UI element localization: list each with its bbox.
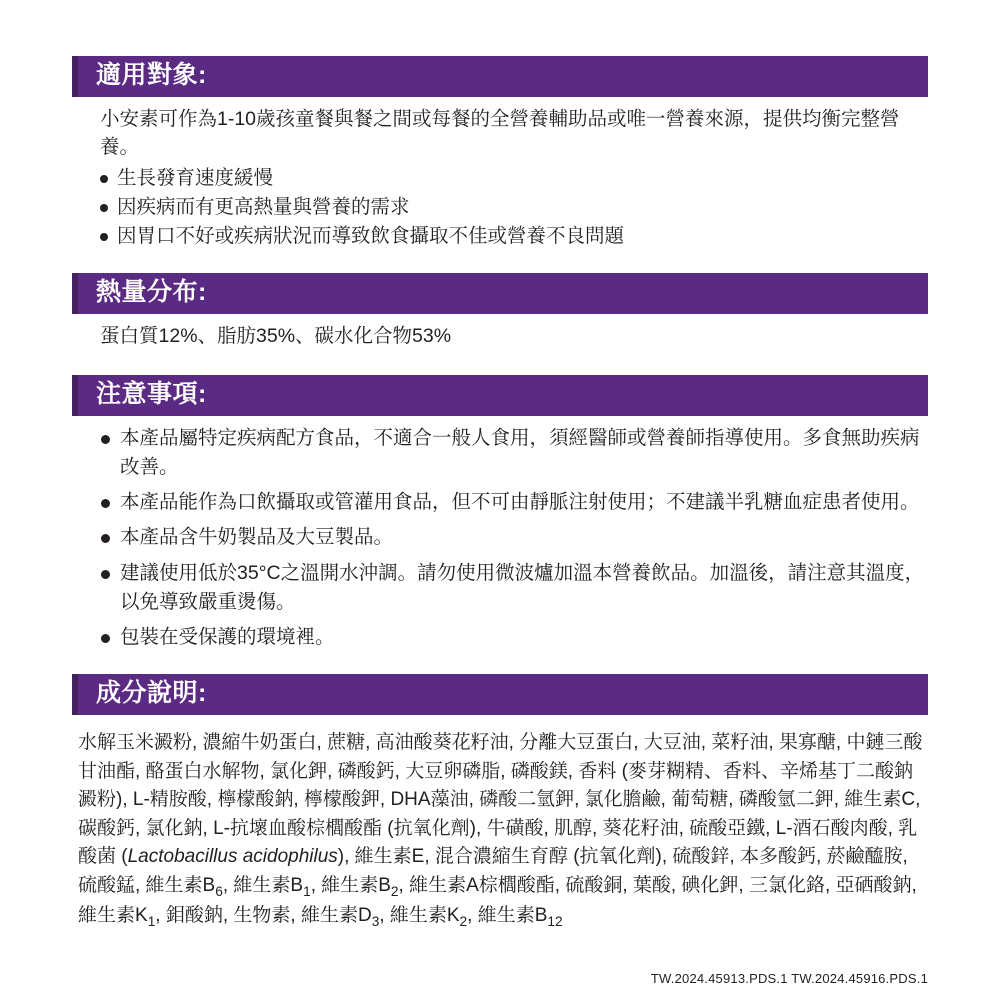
- list-item: 本產品屬特定疾病配方食品，不適合一般人食用，須經醫師或營養師指導使用。多食無助疾病改善。: [100, 424, 928, 483]
- section-header-calorie: [78, 273, 928, 314]
- ingredients-part-1: 水解玉米澱粉, 濃縮牛奶蛋白, 蔗糖, 高油酸葵花籽油, 分離大豆蛋白, 大豆油, 菜籽油, 果寡醣, 中鏈三酸甘油酯, 酪蛋白水解物, 氯化鉀, 磷酸鈣, 大豆卵磷脂, 磷酸鎂, 香料 (麥芽糊精、香料、辛烯基丁二酸鈉澱粉), L-精胺酸, 檸檬酸鈉, 檸檬酸鉀, DHA藻油, 磷酸二氫鉀, 氯化膽鹼, 葡萄糖, 磷酸氫二鉀, 維生素C, 碳酸鈣, 氯化鈉, L-抗壞血酸棕櫚酸酯 (抗氧化劑), 牛磺酸, 肌醇, 葵花籽油, 硫酸亞鐵, L-酒石酸肉酸, 乳酸菌 (: [78, 732, 923, 868]
- section-title-ingredients: 成分說明:: [78, 674, 928, 715]
- ingredients-sub-b2: 2: [390, 883, 399, 899]
- section-title-calorie: 熱量分布:: [78, 273, 928, 314]
- document-code-footer: TW.2024.45913.PDS.1 TW.2024.45916.PDS.1: [650, 971, 928, 986]
- ingredients-part-3: , 維生素B: [222, 874, 304, 896]
- ingredients-italic-species: Lactobacillus acidophilus: [127, 846, 338, 868]
- spacer: [78, 353, 928, 375]
- notice-list: [100, 424, 928, 653]
- list-item: 包裝在受保護的環境裡。: [100, 623, 928, 652]
- section-header-notice: [78, 375, 928, 416]
- list-item: 因胃口不好或疾病狀況而導致飲食攝取不佳或營養不良問題: [100, 222, 928, 250]
- ingredients-text: [78, 729, 928, 932]
- spacer: [78, 658, 928, 674]
- section-body-ingredients: [78, 715, 928, 932]
- ingredients-sub-d3: 3: [371, 913, 380, 929]
- ingredients-part-2: ), 維生素E, 混合濃縮生育醇 (抗氧化劑), 硫酸鋅, 本多酸鈣, 菸鹼醯胺, 硫酸錳, 維生素B: [78, 846, 908, 896]
- section-body-calorie: [78, 314, 928, 350]
- ingredients-part-6: , 鉬酸鈉, 生物素, 維生素D: [155, 905, 372, 927]
- list-item: 建議使用低於35°C之溫開水沖調。請勿使用微波爐加溫本營養飲品。加溫後，請注意其溫度，以免導致嚴重燙傷。: [100, 559, 928, 618]
- ingredients-sub-b6: 6: [215, 883, 223, 899]
- ingredients-part-8: , 維生素B: [467, 905, 548, 927]
- list-item: 因疾病而有更高熱量與營養的需求: [100, 193, 928, 221]
- section-header-ingredients: [78, 674, 928, 715]
- ingredients-part-4: , 維生素B: [310, 874, 391, 896]
- list-item: 本產品能作為口飲攝取或管灌用食品，但不可由靜脈注射使用；不建議半乳糖血症患者使用。: [100, 488, 928, 517]
- section-title-audience: 適用對象:: [78, 56, 928, 97]
- audience-list: [100, 164, 928, 251]
- section-title-notice: 注意事項:: [78, 375, 928, 416]
- calorie-distribution-text: 蛋白質12%、脂肪35%、碳水化合物53%: [100, 325, 452, 348]
- audience-lead-text: 小安素可作為1-10歲孩童餐與餐之間或每餐的全營養輔助品或唯一營養來源，提供均衡完整營養。: [100, 108, 900, 159]
- spacer: [78, 251, 928, 273]
- list-item: 生長發育速度緩慢: [100, 164, 928, 192]
- ingredients-sub-b12: 12: [547, 913, 563, 929]
- ingredients-sub-b1: 1: [303, 883, 311, 899]
- list-item: 本產品含牛奶製品及大豆製品。: [100, 523, 928, 552]
- section-body-audience: [78, 97, 928, 250]
- ingredients-sub-k2: 2: [459, 913, 468, 929]
- ingredients-sub-k1: 1: [147, 913, 156, 929]
- ingredients-part-5: , 維生素A棕櫚酸酯, 硫酸銅, 葉酸, 碘化鉀, 三氯化鉻, 亞硒酸鈉, 維生素K: [78, 874, 917, 927]
- section-header-audience: [78, 56, 928, 97]
- section-body-notice: [78, 416, 928, 653]
- ingredients-part-7: , 維生素K: [379, 905, 460, 927]
